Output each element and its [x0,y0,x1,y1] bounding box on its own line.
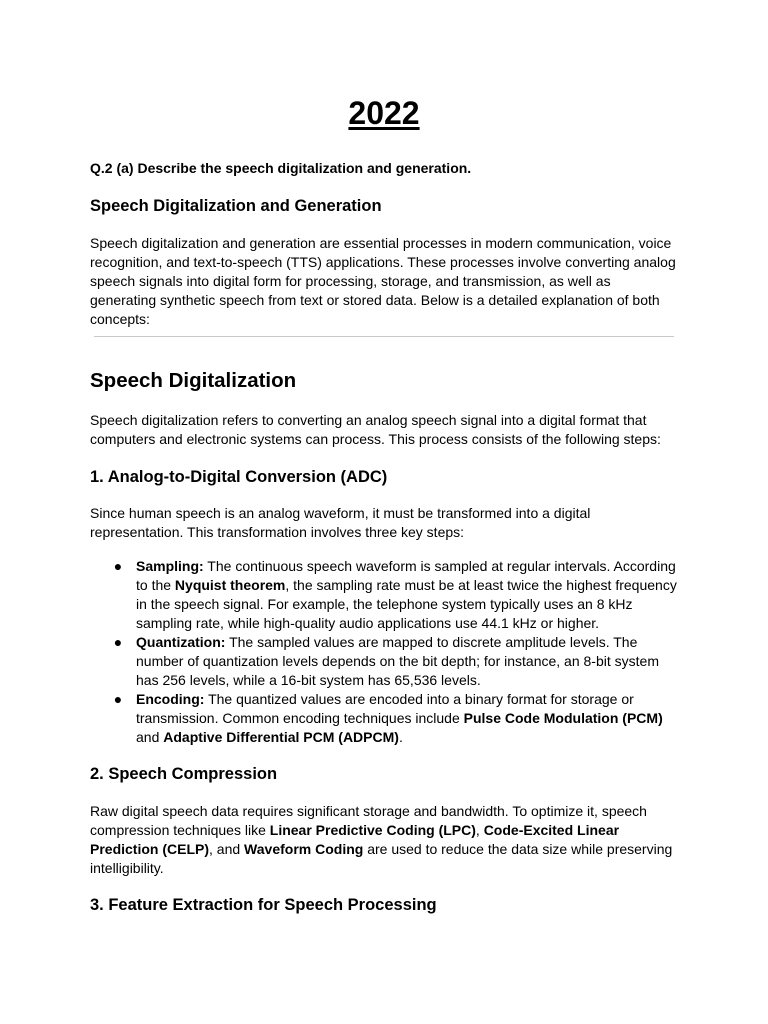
question-text: Q.2 (a) Describe the speech digitalization and generation. [90,160,472,176]
intro-text: Speech digitalization and generation are essential processes in modern communication, voice recognition, and text-to-speech (TTS) applications. These processes involve converting analog speech signals into digital form for processing, storage, and transmission, as well as generating synthetic speech from text or stored data. Below is a detailed explanation of both concepts: [90,235,676,327]
adc-heading: 1. Analog-to-Digital Conversion (ADC) [90,468,388,486]
document-title: 2022 [348,95,420,131]
feature-extraction-heading: 3. Feature Extraction for Speech Processing [90,896,437,914]
waveform-coding-term: Waveform Coding [244,841,364,857]
sampling-label: Sampling: [136,558,204,574]
digitalization-heading: Speech Digitalization [90,369,297,392]
list-item-quantization [112,633,682,690]
adc-intro-text: Since human speech is an analog waveform, it must be transformed into a digital representation. This transformation involves three key steps: [90,505,591,540]
encoding-text-3: . [398,729,403,745]
bullet-icon: ● [113,558,123,574]
compression-text-4: are used to reduce the data size while preserving intelligibility. [90,841,673,876]
bullet-icon: ● [113,691,123,707]
quantization-text: The sampled values are mapped to discrete amplitude levels. The number of quantization levels depends on the bit depth; for instance, an 8-bit system has 256 levels, while a 16-bit system has 65,536 levels. [136,634,659,688]
horizontal-divider [94,336,674,337]
bullet-icon: ● [113,634,123,650]
celp-term: Code-Excited Linear Prediction (CELP) [90,822,620,857]
compression-text [90,802,680,878]
nyquist-term: Nyquist theorem [174,577,286,593]
compression-text-2: , [475,822,484,838]
encoding-text-1: The quantized values are encoded into a binary format for storage or transmission. Common encoding techniques include [136,691,634,726]
pcm-term: Pulse Code Modulation (PCM) [463,710,663,726]
digitalization-intro-text: Speech digitalization refers to converting an analog speech signal into a digital format that computers and electronic systems can process. This process consists of the following steps: [90,412,661,447]
adc-intro [90,504,680,542]
list-item-sampling [112,557,682,633]
encoding-label: Encoding: [136,691,205,707]
adpcm-term: Adaptive Differential PCM (ADPCM) [163,729,399,745]
compression-text-1: Raw digital speech data requires significant storage and bandwidth. To optimize it, speech compression techniques like [90,803,647,838]
quantization-label: Quantization: [136,634,226,650]
adc-steps-list [112,557,682,747]
lpc-term: Linear Predictive Coding (LPC) [269,822,476,838]
list-item-encoding [112,690,682,747]
compression-heading: 2. Speech Compression [90,765,278,783]
intro-paragraph [90,234,680,329]
compression-text-3: , and [209,841,245,857]
sampling-text-2: , the sampling rate must be at least twice the highest frequency in the speech signal. For example, the telephone system typically uses an 8 kHz sampling rate, while high-quality audio applications use 44.1 kHz or higher. [136,577,677,631]
encoding-text-2: and [136,729,164,745]
compression-paragraph [90,802,680,878]
sampling-text-1: The continuous speech waveform is sampled at regular intervals. According to the [136,558,676,593]
digitalization-intro [90,411,680,449]
section-heading: Speech Digitalization and Generation [90,197,382,215]
